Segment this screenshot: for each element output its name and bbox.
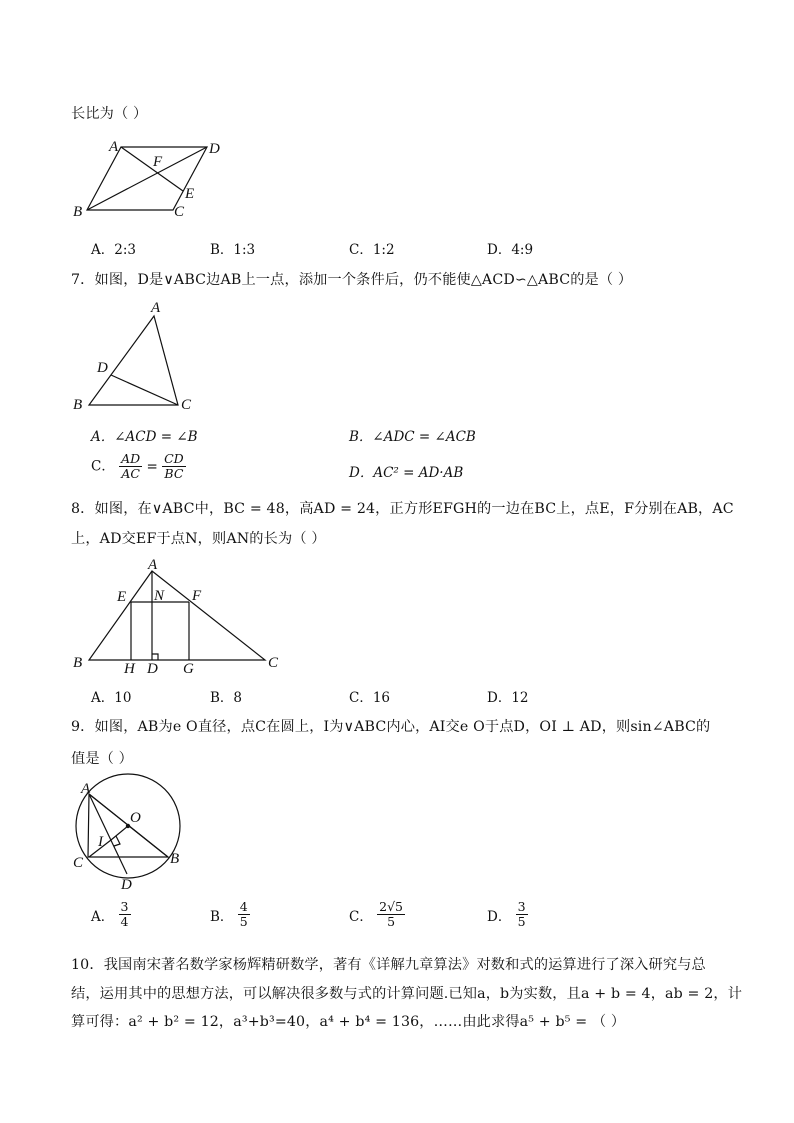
q8-label-b: B — [73, 655, 83, 671]
q7-option-c-equals: = — [146, 458, 158, 475]
q6-option-c: C．1:2 — [349, 242, 395, 258]
q9-label-d: D — [121, 877, 132, 893]
q8-label-d: D — [147, 661, 158, 677]
q8-label-e: E — [117, 589, 127, 605]
q7-option-c-fraction-1: $\frac{AD}{AC}$ — [121, 451, 141, 482]
q8-label-c: C — [268, 655, 279, 671]
q9-stem-line-2: 值是（ ） — [71, 751, 134, 767]
q7-label-b: B — [73, 397, 83, 413]
q8-label-f: F — [192, 588, 202, 604]
q9-label-a: A — [81, 781, 91, 797]
q7-option-c-prefix: C． — [91, 458, 115, 475]
q6-label-b: B — [73, 204, 83, 220]
q6-option-a: A．2:3 — [91, 242, 136, 258]
q8-option-c: C．16 — [349, 690, 391, 706]
q9-label-i: I — [98, 834, 103, 850]
q9-label-o: O — [130, 810, 141, 826]
q8-option-a: A．10 — [91, 690, 132, 706]
q9-option-d: D． $\frac{3}{5}$ — [487, 899, 526, 930]
q6-option-d: D．4:9 — [487, 242, 534, 258]
q6-option-b: B．1:3 — [210, 242, 256, 258]
q8-label-a: A — [148, 557, 158, 573]
q6-label-f: F — [153, 154, 163, 170]
q8-option-b: B．8 — [210, 690, 243, 706]
q6-label-a: A — [109, 139, 119, 155]
q6-label-d: D — [209, 141, 220, 157]
q6-label-e: E — [185, 186, 195, 202]
q7-option-c-fraction-2: $\frac{CD}{BC}$ — [164, 451, 184, 482]
q8-stem-line-2: 上，AD交EF于点N，则AN的长为（ ） — [71, 531, 326, 547]
q10-line-1: 10．我国南宋著名数学家杨辉精研数学，著有《详解九章算法》对数和式的运算进行了深入研究与总 — [71, 957, 706, 973]
q7-option-a: A．∠ACD = ∠B — [91, 429, 198, 445]
q9-option-b: B． $\frac{4}{5}$ — [210, 899, 248, 930]
q6-label-c: C — [174, 204, 185, 220]
q10-line-3: 算可得：a² + b² = 12，a³+b³=40，a⁴ + b⁴ = 136，……由此求得a⁵ + b⁵ = （ ） — [71, 1014, 626, 1030]
q9-option-c: C． $\frac{2√5}{5}$ — [349, 899, 404, 930]
q8-stem-line-1: 8．如图，在∨ABC中，BC = 48，高AD = 24，正方形EFGH的一边在BC上，点E，F分别在AB，AC — [71, 501, 734, 517]
q8-label-h: H — [124, 661, 135, 677]
q10-line-2: 结，运用其中的思想方法，可以解决很多数与式的计算问题.已知a，b为实数，且a + b = 4，ab = 2，计 — [71, 986, 743, 1002]
q9-option-a: A． $\frac{3}{4}$ — [91, 899, 129, 930]
q6-continuation: 长比为（ ） — [71, 106, 148, 122]
q7-stem: 7．如图，D是∨ABC边AB上一点，添加一个条件后，仍不能使△ACD∽△ABC的是（ ） — [71, 272, 633, 288]
q7-option-b: B．∠ADC = ∠ACB — [349, 429, 476, 445]
q8-label-n: N — [154, 588, 165, 604]
q7-option-c — [91, 452, 186, 482]
q7-option-d: D．AC² = AD·AB — [349, 465, 464, 481]
q8-label-g: G — [183, 661, 194, 677]
q9-label-b: B — [170, 851, 180, 867]
q8-option-d: D．12 — [487, 690, 529, 706]
q9-stem-line-1: 9．如图，AB为e O直径，点C在圆上，I为∨ABC内心，AI交e O于点D，OI ⊥ AD，则sin∠ABC的 — [71, 719, 711, 735]
q7-label-c: C — [181, 397, 192, 413]
q9-label-c: C — [73, 855, 84, 871]
q7-label-a: A — [151, 300, 161, 316]
q7-label-d: D — [97, 360, 108, 376]
